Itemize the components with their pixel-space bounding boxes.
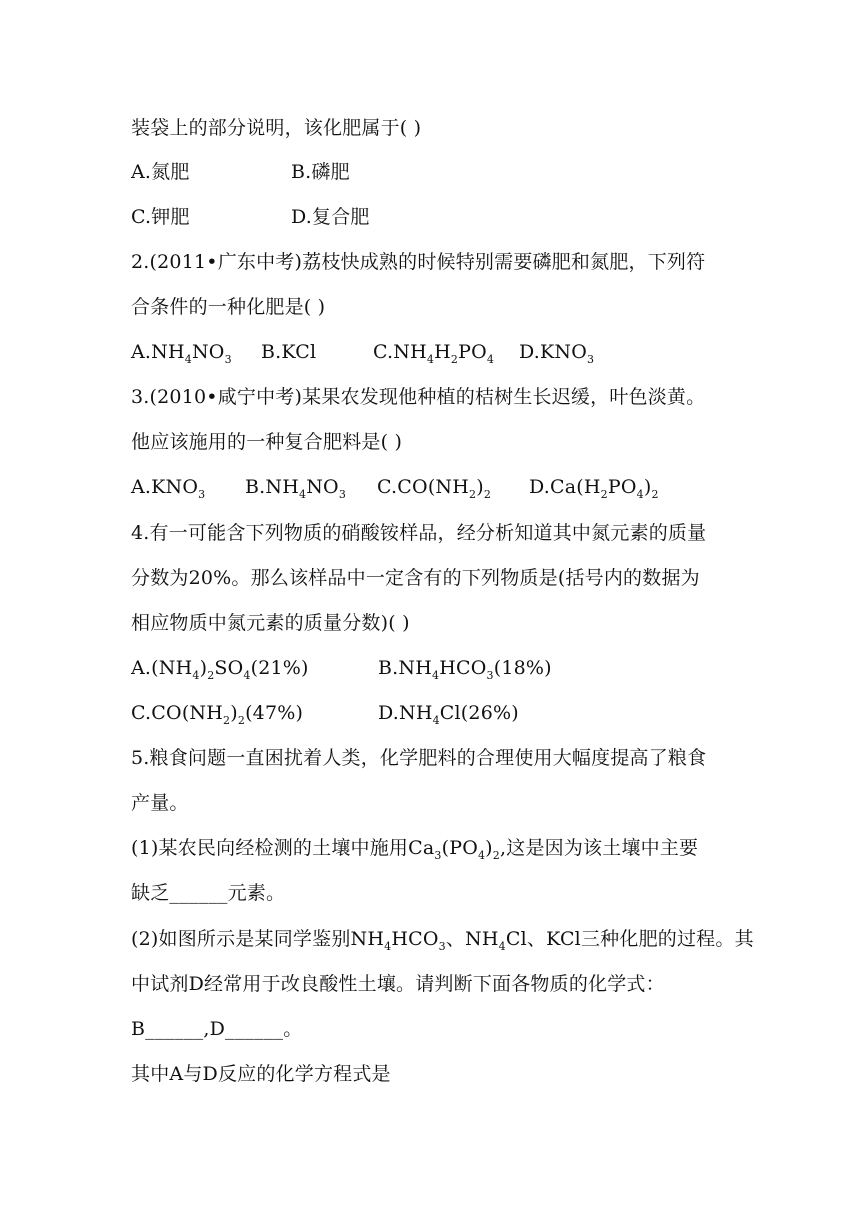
question-2-stem-line-2 — [131, 294, 325, 320]
question-4-stem-line-2 — [131, 565, 700, 591]
formula-nh4hco3: $NH_4HCO_3$ — [350, 928, 446, 953]
text: 产量。 — [131, 792, 189, 814]
question-4-stem-line-1 — [131, 520, 706, 546]
option-c: C.钾肥 — [131, 206, 190, 228]
option-c: $C.NH_4H_2PO_4$ — [373, 341, 495, 366]
question-2-stem-line-1 — [131, 249, 705, 275]
option-b: B.磷肥 — [291, 161, 350, 183]
text: 合条件的一种化肥是( ) — [131, 296, 326, 318]
text: 5.粮食问题一直困扰着人类，化学肥料的合理使用大幅度提高了粮食 — [131, 747, 707, 769]
question-5-part-2-line-3 — [131, 1016, 302, 1042]
question-5-part-1-line-2 — [131, 880, 285, 906]
option-c: $C.CO(NH_2)_2$ — [377, 476, 492, 501]
question-3-stem-line-2 — [131, 429, 402, 455]
question-5-stem-line-2 — [131, 790, 189, 816]
option-d: $D.KNO_3$ — [519, 341, 595, 366]
question-5-stem-line-1 — [131, 745, 706, 771]
text: 3.(2010•咸宁中考)某果农发现他种植的桔树生长迟缓，叶色淡黄。 — [131, 386, 706, 408]
option-c: $C.CO(NH_2)_2(47\%)$ — [131, 702, 304, 727]
option-b: $B.NH_4HCO_3(18\%)$ — [378, 657, 552, 682]
text: 相应物质中氮元素的质量分数)( ) — [131, 612, 410, 634]
option-b: $B.NH_4NO_3$ — [245, 476, 347, 501]
question-5-part-2-line-2 — [131, 971, 665, 997]
option-a: A.氮肥 — [131, 161, 190, 183]
text: 中试剂D经常用于改良酸性土壤。请判断下面各物质的化学式： — [131, 973, 665, 995]
text: 缺乏______元素。 — [131, 882, 286, 904]
option-a: $A.KNO_3$ — [131, 476, 206, 501]
question-4-stem-line-3 — [131, 610, 410, 636]
text: 4.有一可能含下列物质的硝酸铵样品，经分析知道其中氮元素的质量 — [131, 522, 707, 544]
text: 装袋上的部分说明，该化肥属于( ) — [131, 117, 422, 139]
question-5-part-1-line-1: (1)某农民向经检测的土壤中施用$Ca_3(PO_4)_2$,这是因为该土壤中主要 — [131, 837, 699, 862]
option-a: $A.(NH_4)_2SO_4(21\%)$ — [131, 657, 309, 682]
question-1-stem — [131, 115, 421, 141]
question-5-part-2-line-1: (2)如图所示是某同学鉴别$NH_4HCO_3$、$NH_4Cl$、KCl三种化肥的过程。其 — [131, 928, 754, 953]
question-5-part-2-line-4 — [131, 1061, 391, 1087]
option-b: B.KCl — [261, 341, 317, 363]
text: 分数为20%。那么该样品中一定含有的下列物质是(括号内的数据为 — [131, 567, 700, 589]
formula-ca3po42: $Ca_3(PO_4)_2$ — [408, 837, 500, 862]
option-d: D.复合肥 — [291, 206, 370, 228]
option-d: $D.Ca(H_2PO_4)_2$ — [529, 476, 659, 501]
option-d: $D.NH_4Cl(26\%)$ — [378, 702, 519, 727]
formula-kcl: KCl — [546, 928, 581, 950]
text: 他应该施用的一种复合肥料是( ) — [131, 431, 403, 453]
text: 2.(2011•广东中考)荔枝快成熟的时候特别需要磷肥和氮肥，下列符 — [131, 251, 706, 273]
formula-nh4cl: $NH_4Cl$ — [465, 928, 527, 953]
option-a: $A.NH_4NO_3$ — [131, 341, 232, 366]
text: 其中A与D反应的化学方程式是 — [131, 1063, 391, 1085]
question-3-stem-line-1 — [131, 384, 705, 410]
text: B______,D______。 — [131, 1018, 303, 1040]
